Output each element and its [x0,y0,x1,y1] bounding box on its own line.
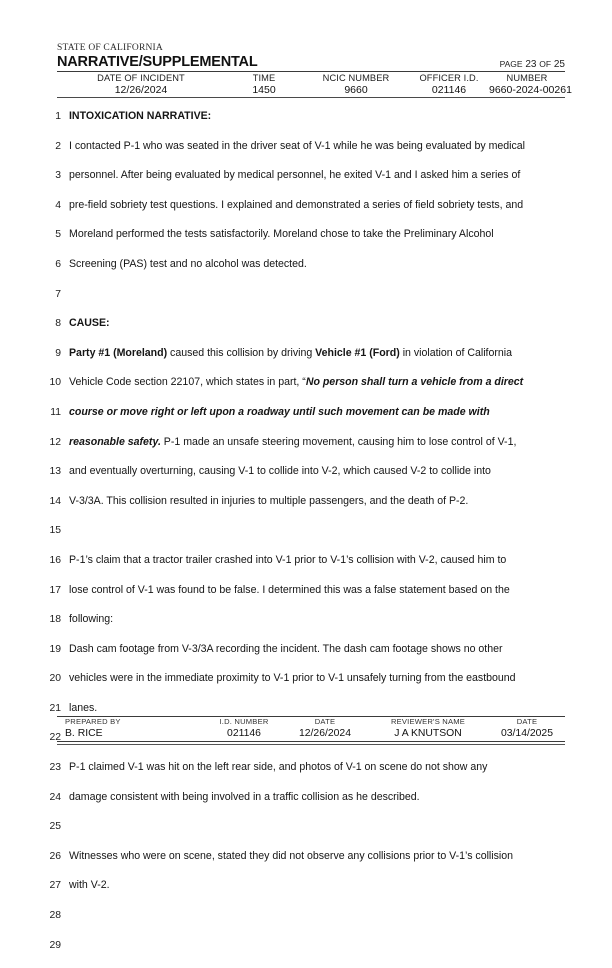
narrative-line [38,288,583,318]
line-text: following: [69,613,114,626]
line-number: 12 [49,436,61,448]
line-number: 9 [55,347,61,359]
header-rule-bottom [57,97,565,98]
line-text: CAUSE: [69,317,110,330]
narrative-line [38,140,583,170]
of-word: OF [539,59,552,69]
value-reviewed-date: 03/14/2025 [500,728,553,739]
signature-table [57,717,565,740]
line-number: 1 [55,111,61,122]
line-number: 23 [49,762,61,774]
line-text: Moreland performed the tests satisfactorily. Moreland chose to take the Preliminary Alcohol [69,228,494,241]
line-text: Screening (PAS) test and no alcohol was detected. [69,257,307,270]
page-indicator [500,59,565,70]
footer-rule-bottom-2 [57,744,565,745]
line-number: 29 [49,939,61,951]
label-ncic-number: NCIC NUMBER [322,73,390,83]
line-number: 10 [49,377,61,389]
line-number: 13 [49,466,61,478]
line-text: V-3/3A. This collision resulted in injuries to multiple passengers, and the death of P-2. [69,494,469,507]
label-officer-id: OFFICER I.D. [419,73,479,83]
narrative-line [38,672,583,702]
value-date-of-incident: 12/26/2024 [114,84,168,96]
footer-rule-bottom-1 [57,741,565,742]
narrative-line [38,524,583,554]
line-text: P-1 claimed V-1 was hit on the left rear side, and photos of V-1 on scene do not show any [69,761,488,774]
value-prepared-by: B. RICE [65,728,103,739]
page-word: PAGE [499,59,523,69]
line-number: 5 [55,229,61,241]
line-text: Party #1 (Moreland) caused this collision by driving Vehicle #1 (Ford) in violation of California [69,346,512,359]
line-text: personnel. After being evaluated by medical personnel, he exited V-1 and I asked him a series of [69,169,521,182]
line-number: 7 [55,288,61,300]
line-number: 14 [49,495,61,507]
narrative-line [38,820,583,850]
narrative-line [38,465,583,495]
label-date-of-incident: DATE OF INCIDENT [97,73,185,83]
narrative-line [38,495,583,525]
narrative-line [38,376,583,406]
line-number: 3 [55,170,61,182]
narrative-line [38,406,583,436]
line-number: 27 [49,880,61,892]
line-number: 2 [55,140,61,152]
narrative-line [38,761,583,791]
narrative-line [38,879,583,909]
label-report-number: NUMBER [506,73,548,83]
narrative-line [38,258,583,288]
value-reviewer-name: J A KNUTSON [394,728,462,739]
line-number: 15 [49,525,61,537]
line-text: damage consistent with being involved in a traffic collision as he described. [69,790,420,803]
narrative-line [38,643,583,673]
line-text: pre-field sobriety test questions. I explained and demonstrated a series of field sobriety tests, and [69,198,524,211]
narrative-body [38,110,583,968]
line-text: Dash cam footage from V-3/3A recording the incident. The dash cam footage shows no other [69,642,503,655]
incident-meta-table [57,72,572,97]
narrative-line [38,110,583,140]
line-text: P-1’s claim that a tractor trailer crashed into V-1 prior to V-1’s collision with V-2, caused him to [69,553,507,566]
line-text: lose control of V-1 was found to be false. I determined this was a false statement based on the [69,583,510,596]
line-text: Vehicle Code section 22107, which states in part, “No person shall turn a vehicle from a direct [69,376,524,389]
footer-label-row [57,717,565,727]
line-number: 4 [55,199,61,211]
value-time: 1450 [252,84,276,96]
narrative-line [38,554,583,584]
line-text: Witnesses who were on scene, stated they did not observe any collisions prior to V-1’s collision [69,849,514,862]
line-number: 8 [55,318,61,330]
line-number: 21 [49,702,61,714]
line-text: INTOXICATION NARRATIVE: [69,110,212,122]
narrative-line [38,613,583,643]
narrative-line [38,347,583,377]
line-number: 20 [49,673,61,685]
line-number: 6 [55,258,61,270]
narrative-line [38,169,583,199]
line-text: with V-2. [69,879,110,892]
label-reviewer-name: REVIEWER'S NAME [390,717,466,726]
value-report-number: 9660-2024-00261 [489,84,572,96]
page-title: NARRATIVE/SUPPLEMENTAL [57,54,258,70]
value-prepared-date: 12/26/2024 [298,728,351,739]
label-time: TIME [252,73,276,83]
title-row [57,54,565,71]
narrative-line [38,850,583,880]
value-id-number: 021146 [227,728,261,739]
label-prepared-date: DATE [314,717,336,726]
label-id-number: I.D. NUMBER [219,717,269,726]
label-prepared-by: PREPARED BY [65,717,121,726]
line-number: 18 [49,614,61,626]
page-number: 23 [525,59,537,70]
value-ncic-number: 9660 [344,84,368,96]
line-number: 22 [49,732,61,744]
line-number: 28 [49,910,61,922]
narrative-line [38,317,583,347]
line-text: reasonable safety. P-1 made an unsafe steering movement, causing him to lose control of V-1, [69,435,517,448]
value-officer-id: 021146 [431,84,467,96]
line-number: 24 [49,791,61,803]
line-text: lanes. [69,701,98,714]
line-number: 16 [49,554,61,566]
narrative-line [38,584,583,614]
narrative-line [38,939,583,968]
narrative-line [38,909,583,939]
label-reviewed-date: DATE [516,717,538,726]
line-text: I contacted P-1 who was seated in the driver seat of V-1 while he was being evaluated by medical [69,139,526,152]
narrative-line [38,436,583,466]
narrative-line [38,199,583,229]
meta-value-row [57,84,565,97]
line-number: 11 [50,406,61,418]
line-number: 25 [49,821,61,833]
line-number: 17 [49,584,61,596]
line-number: 26 [49,850,61,862]
meta-label-row [57,72,565,84]
form-header [57,42,572,98]
line-text: and eventually overturning, causing V-1 to collide into V-2, which caused V-2 to collide into [69,465,491,478]
agency-name: STATE OF CALIFORNIA [57,43,163,53]
line-text: vehicles were in the immediate proximity to V-1 prior to V-1 unsafely turning from the eastbound [69,672,516,685]
narrative-line [38,228,583,258]
line-number: 19 [49,643,61,655]
line-text: course or move right or left upon a roadway until such movement can be made with [69,405,490,418]
footer-value-row [57,727,565,740]
narrative-line [38,791,583,821]
page-total: 25 [553,59,565,70]
form-footer [57,716,565,745]
